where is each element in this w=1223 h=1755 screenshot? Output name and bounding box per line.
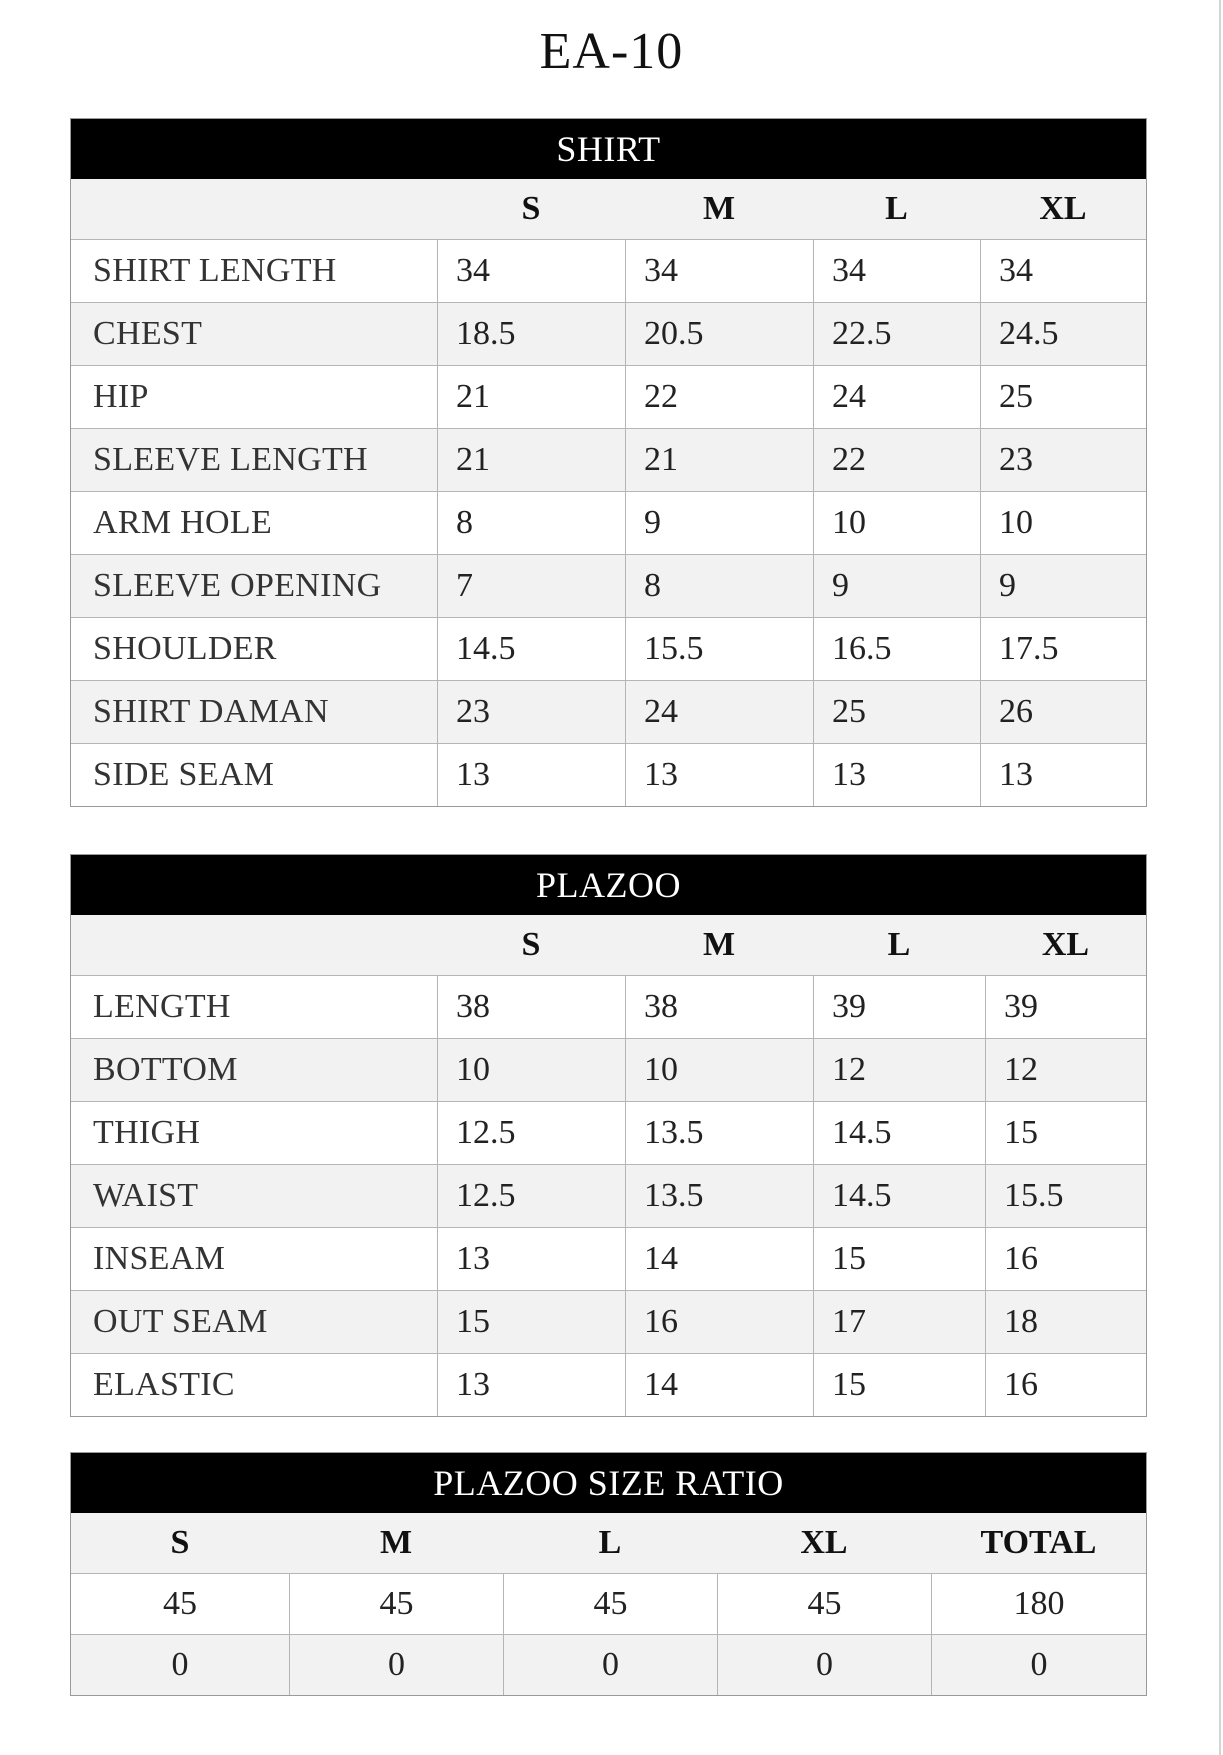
ratio-value: 180 bbox=[931, 1574, 1146, 1634]
measurement-value: 15 bbox=[813, 1354, 985, 1416]
measurement-value: 17.5 bbox=[980, 618, 1146, 680]
measurement-value: 39 bbox=[985, 976, 1146, 1038]
measurement-row bbox=[71, 365, 1146, 428]
measurement-value: 16 bbox=[985, 1228, 1146, 1290]
measurement-value: 9 bbox=[625, 492, 813, 554]
measurement-value: 22 bbox=[813, 429, 980, 491]
measurement-label: SIDE SEAM bbox=[93, 756, 275, 793]
measurement-value: 13 bbox=[437, 1228, 625, 1290]
measurement-value: 13.5 bbox=[625, 1165, 813, 1227]
ratio-value: 0 bbox=[503, 1635, 717, 1695]
page-edge-line bbox=[1219, 0, 1221, 1755]
measurement-row bbox=[71, 1164, 1146, 1227]
measurement-label: SLEEVE OPENING bbox=[93, 567, 382, 604]
measurement-value: 17 bbox=[813, 1291, 985, 1353]
measurement-value: 9 bbox=[813, 555, 980, 617]
measurement-value: 23 bbox=[980, 429, 1146, 491]
measurement-value: 25 bbox=[813, 681, 980, 743]
measurement-label: SLEEVE LENGTH bbox=[93, 441, 368, 478]
measurement-label: WAIST bbox=[93, 1177, 199, 1214]
measurement-row bbox=[71, 1290, 1146, 1353]
measurement-row bbox=[71, 302, 1146, 365]
header-blank-cell bbox=[71, 915, 437, 975]
size-header-row bbox=[71, 179, 1146, 239]
measurement-value: 12 bbox=[813, 1039, 985, 1101]
plazoo-table-heading: PLAZOO bbox=[71, 855, 1146, 915]
plazoo-size-ratio-table bbox=[70, 1452, 1147, 1696]
measurement-value: 15 bbox=[985, 1102, 1146, 1164]
measurement-value: 7 bbox=[437, 555, 625, 617]
measurement-value: 15 bbox=[437, 1291, 625, 1353]
size-header-row bbox=[71, 915, 1146, 975]
measurement-value: 15 bbox=[813, 1228, 985, 1290]
measurement-row bbox=[71, 239, 1146, 302]
measurement-label: SHOULDER bbox=[93, 630, 277, 667]
measurement-row bbox=[71, 1038, 1146, 1101]
measurement-label: OUT SEAM bbox=[93, 1303, 268, 1340]
ratio-value: 0 bbox=[171, 1646, 189, 1683]
measurement-label: SHIRT DAMAN bbox=[93, 693, 329, 730]
measurement-value: 39 bbox=[813, 976, 985, 1038]
measurement-label: ARM HOLE bbox=[93, 504, 273, 541]
ratio-value: 45 bbox=[289, 1574, 503, 1634]
measurement-value: 13 bbox=[625, 744, 813, 806]
measurement-value: 15.5 bbox=[985, 1165, 1146, 1227]
measurement-value: 34 bbox=[813, 240, 980, 302]
measurement-value: 24 bbox=[625, 681, 813, 743]
header-blank-cell bbox=[71, 179, 437, 239]
ratio-value: 0 bbox=[289, 1635, 503, 1695]
page-title: EA-10 bbox=[539, 23, 684, 80]
plazoo-size-table bbox=[70, 854, 1147, 1417]
ratio-header-s: S bbox=[170, 1524, 190, 1561]
measurement-value: 9 bbox=[980, 555, 1146, 617]
ratio-table-heading: PLAZOO SIZE RATIO bbox=[71, 1453, 1146, 1513]
measurement-value: 12 bbox=[985, 1039, 1146, 1101]
measurement-value: 34 bbox=[437, 240, 625, 302]
ratio-value: 45 bbox=[163, 1585, 197, 1622]
plazoo-table-body bbox=[71, 915, 1146, 1416]
measurement-value: 38 bbox=[625, 976, 813, 1038]
size-header-s: S bbox=[521, 926, 541, 963]
measurement-value: 16 bbox=[985, 1354, 1146, 1416]
measurement-value: 14 bbox=[625, 1228, 813, 1290]
measurement-label: HIP bbox=[93, 378, 149, 415]
size-header-m: M bbox=[702, 926, 736, 963]
ratio-header-total: TOTAL bbox=[980, 1524, 1097, 1561]
ratio-header-row bbox=[71, 1513, 1146, 1573]
measurement-value: 10 bbox=[980, 492, 1146, 554]
measurement-row bbox=[71, 743, 1146, 806]
ratio-row bbox=[71, 1573, 1146, 1634]
measurement-value: 14.5 bbox=[813, 1165, 985, 1227]
measurement-row bbox=[71, 1101, 1146, 1164]
measurement-value: 8 bbox=[437, 492, 625, 554]
measurement-value: 20.5 bbox=[625, 303, 813, 365]
measurement-value: 10 bbox=[437, 1039, 625, 1101]
ratio-header-xl: XL bbox=[800, 1524, 848, 1561]
ratio-value: 45 bbox=[717, 1574, 931, 1634]
measurement-label: THIGH bbox=[93, 1114, 201, 1151]
measurement-value: 15.5 bbox=[625, 618, 813, 680]
measurement-value: 16.5 bbox=[813, 618, 980, 680]
measurement-value: 13 bbox=[437, 1354, 625, 1416]
ratio-value: 0 bbox=[931, 1635, 1146, 1695]
size-header-l: L bbox=[885, 190, 908, 227]
measurement-row bbox=[71, 617, 1146, 680]
measurement-value: 13 bbox=[980, 744, 1146, 806]
shirt-table-heading: SHIRT bbox=[71, 119, 1146, 179]
measurement-row bbox=[71, 491, 1146, 554]
ratio-value: 0 bbox=[717, 1635, 931, 1695]
size-header-s: S bbox=[521, 190, 541, 227]
measurement-value: 14 bbox=[625, 1354, 813, 1416]
measurement-value: 10 bbox=[625, 1039, 813, 1101]
measurement-value: 21 bbox=[437, 429, 625, 491]
shirt-table-body bbox=[71, 179, 1146, 806]
measurement-row bbox=[71, 975, 1146, 1038]
measurement-row bbox=[71, 428, 1146, 491]
ratio-header-l: L bbox=[598, 1524, 622, 1561]
measurement-value: 34 bbox=[625, 240, 813, 302]
measurement-value: 21 bbox=[625, 429, 813, 491]
measurement-value: 12.5 bbox=[437, 1165, 625, 1227]
ratio-row bbox=[71, 1634, 1146, 1695]
size-header-xl: XL bbox=[1041, 926, 1090, 963]
measurement-value: 21 bbox=[437, 366, 625, 428]
measurement-row bbox=[71, 1227, 1146, 1290]
measurement-value: 14.5 bbox=[813, 1102, 985, 1164]
measurement-value: 22 bbox=[625, 366, 813, 428]
measurement-label: LENGTH bbox=[93, 988, 231, 1025]
measurement-value: 25 bbox=[980, 366, 1146, 428]
measurement-value: 24.5 bbox=[980, 303, 1146, 365]
size-header-xl: XL bbox=[1039, 190, 1087, 227]
measurement-value: 18 bbox=[985, 1291, 1146, 1353]
measurement-value: 8 bbox=[625, 555, 813, 617]
shirt-size-table bbox=[70, 118, 1147, 807]
measurement-row bbox=[71, 554, 1146, 617]
measurement-value: 22.5 bbox=[813, 303, 980, 365]
measurement-value: 16 bbox=[625, 1291, 813, 1353]
size-header-l: L bbox=[887, 926, 911, 963]
measurement-row bbox=[71, 680, 1146, 743]
measurement-value: 24 bbox=[813, 366, 980, 428]
measurement-value: 14.5 bbox=[437, 618, 625, 680]
measurement-row bbox=[71, 1353, 1146, 1416]
measurement-value: 12.5 bbox=[437, 1102, 625, 1164]
measurement-label: SHIRT LENGTH bbox=[93, 252, 337, 289]
measurement-label: CHEST bbox=[93, 315, 203, 352]
measurement-label: ELASTIC bbox=[93, 1366, 235, 1403]
measurement-label: INSEAM bbox=[93, 1240, 226, 1277]
measurement-value: 13 bbox=[813, 744, 980, 806]
ratio-header-m: M bbox=[379, 1524, 413, 1561]
ratio-table-body bbox=[71, 1513, 1146, 1695]
size-header-m: M bbox=[702, 190, 736, 227]
measurement-value: 18.5 bbox=[437, 303, 625, 365]
measurement-value: 13 bbox=[437, 744, 625, 806]
measurement-value: 26 bbox=[980, 681, 1146, 743]
ratio-value: 45 bbox=[503, 1574, 717, 1634]
measurement-value: 23 bbox=[437, 681, 625, 743]
measurement-value: 13.5 bbox=[625, 1102, 813, 1164]
measurement-value: 34 bbox=[980, 240, 1146, 302]
measurement-value: 10 bbox=[813, 492, 980, 554]
measurement-label: BOTTOM bbox=[93, 1051, 238, 1088]
measurement-value: 38 bbox=[437, 976, 625, 1038]
